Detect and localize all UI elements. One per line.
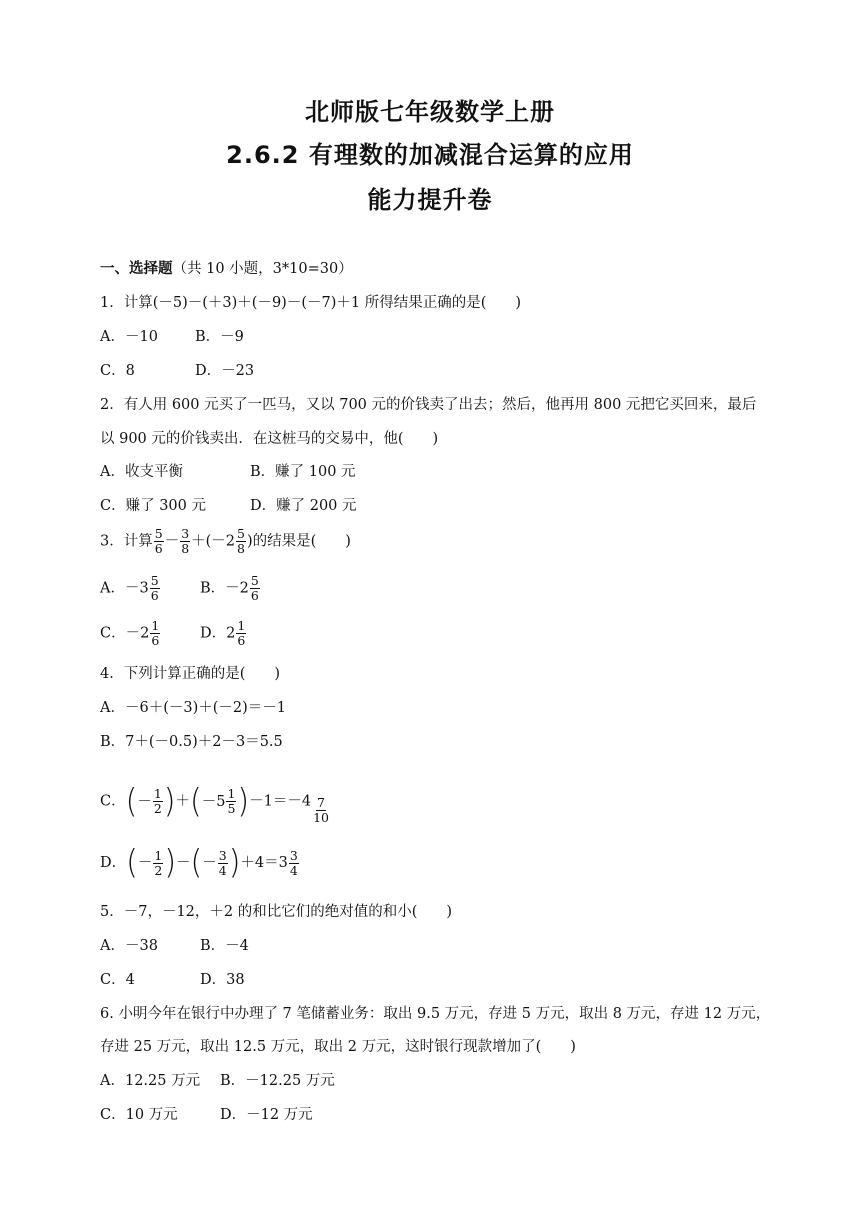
q5-stem: 5．－7，－12，＋2 的和比它们的绝对值的和小( ) [100, 904, 453, 920]
q4-d-term-1 [138, 849, 164, 878]
q4-d-term-2 [202, 849, 228, 878]
q3-c-prefix: C．－2 [100, 625, 150, 642]
q4-c-f2-numerator: 1 [227, 786, 236, 801]
q2-option-d: D．赚了 200 元 [250, 498, 357, 514]
section-heading-label: 一、选择题 [100, 261, 173, 277]
q4-c-f1-denominator: 2 [153, 801, 162, 816]
q4-d-p2-sign: － [202, 855, 217, 871]
q3-a-fraction [150, 574, 160, 603]
q3-f2-numerator: 3 [181, 526, 190, 541]
q4-c-f1-numerator: 1 [153, 786, 162, 801]
q4-d-r-numerator: 3 [289, 847, 298, 863]
q3-b-numerator: 5 [250, 573, 259, 588]
q2-option-c: C．赚了 300 元 [100, 498, 206, 514]
q3-c-numerator: 1 [151, 618, 160, 633]
section-heading-note: （共 10 小题，3*10=30） [172, 261, 353, 277]
q4-option-b: B．7＋(－0.5)＋2－3＝5.5 [100, 734, 283, 750]
q4-c-fraction-1 [153, 787, 163, 816]
q4-d-result-fraction [289, 849, 299, 878]
q3-option-c [100, 619, 200, 648]
q4-d-r-denominator: 4 [289, 862, 298, 878]
q3-d-fraction [236, 619, 246, 648]
q4-d-lparen-1: ( [126, 843, 138, 882]
q4-c-lparen-1: ( [125, 781, 138, 821]
q4-c-fraction-2 [226, 787, 236, 816]
q4-d-rparen-1: ) [164, 843, 177, 882]
q3-f1-denominator: 6 [154, 541, 163, 556]
q4-c-rparen-1: ) [163, 781, 176, 821]
q5-option-a: A．－38 [100, 938, 158, 954]
q2-stem-line1: 2．有人用 600 元买了一匹马，又以 700 元的价钱卖了出去；然后，他再用 800 元把它买回来，最后 [100, 397, 757, 413]
q6-options-ab [100, 1071, 335, 1091]
q3-d-prefix: D．2 [200, 625, 236, 642]
q5-option-c: C．4 [100, 972, 135, 988]
q3-options-cd [100, 619, 247, 648]
q4-c-r-denominator: 10 [313, 810, 329, 825]
q3-suffix: )的结果是( ) [246, 533, 351, 550]
q4-c-result-fraction [312, 796, 330, 825]
q3-b-denominator: 6 [250, 588, 259, 603]
q4-d-f1-numerator: 1 [154, 847, 163, 863]
q3-prefix: 3．计算 [100, 533, 153, 550]
q4-d-p1-sign: － [137, 855, 153, 871]
q3-b-prefix: B．－2 [200, 580, 249, 597]
q4-d-lparen-2: ( [190, 843, 203, 882]
q3-plus: ＋(－2 [191, 533, 236, 550]
q1-option-a: A．－10 [100, 329, 158, 345]
q4-stem: 4．下列计算正确的是( ) [100, 666, 281, 682]
q3-a-numerator: 5 [150, 573, 159, 588]
q3-option-b [200, 574, 261, 603]
q1-option-b: B．－9 [195, 329, 244, 345]
q4-d-f1-denominator: 2 [154, 862, 163, 878]
q3-stem [100, 527, 351, 556]
q4-d-f2-numerator: 3 [218, 847, 227, 863]
q1-option-c: C．8 [100, 363, 135, 379]
doc-title-line1: 北师版七年级数学上册 [305, 98, 555, 126]
q6-stem-line2: 存进 25 万元，取出 12.5 万元，取出 2 万元，这时银行现款增加了( ) [100, 1039, 576, 1055]
q4-c-p1-sign: － [137, 793, 152, 810]
q5-options-ab [100, 936, 249, 956]
q4-c-f2-denominator: 5 [227, 801, 236, 816]
section-heading [100, 259, 353, 279]
q3-f3-denominator: 8 [237, 541, 245, 556]
q6-option-d: D．－12 万元 [220, 1107, 313, 1123]
q4-c-operator: ＋ [175, 793, 190, 810]
q2-stem-line2: 以 900 元的价钱卖出．在这桩马的交易中，他( ) [100, 431, 439, 447]
q1-stem: 1．计算(－5)－(＋3)＋(－9)－(－7)＋1 所得结果正确的是( ) [100, 295, 522, 311]
q2-option-b: B．赚了 100 元 [250, 464, 356, 480]
q3-d-numerator: 1 [237, 618, 246, 633]
q4-d-rest: ＋4＝3 [240, 855, 288, 871]
q5-options-cd [100, 970, 245, 990]
q3-f2-denominator: 8 [181, 541, 190, 556]
doc-title-line2: 2.6.2 有理数的加减混合运算的应用 [226, 141, 634, 169]
q1-options-ab [100, 327, 244, 347]
q4-c-lparen-2: ( [190, 781, 202, 821]
q2-options-cd [100, 496, 357, 516]
q4-option-d [100, 843, 300, 882]
q3-minus: － [164, 533, 180, 550]
q4-c-rparen-2: ) [237, 781, 250, 821]
q3-fraction-2 [180, 527, 190, 556]
q6-option-c: C．10 万元 [100, 1107, 178, 1123]
q4-d-fraction-1 [153, 849, 163, 878]
q4-d-operator: － [176, 855, 191, 871]
q3-f1-numerator: 5 [154, 526, 163, 541]
q3-c-denominator: 6 [151, 633, 160, 648]
q6-stem-line1: 6. 小明今年在银行中办理了 7 笔储蓄业务：取出 9.5 万元，存进 5 万元，取出 8 万元，存进 12 万元， [100, 1006, 771, 1022]
q2-options-ab [100, 462, 356, 482]
q3-options-ab [100, 574, 261, 603]
q3-c-fraction [150, 619, 160, 648]
q3-option-a [100, 574, 200, 603]
doc-title-line3: 能力提升卷 [367, 186, 493, 214]
q6-option-a: A．12.25 万元 [100, 1073, 201, 1089]
q3-a-denominator: 6 [150, 588, 159, 603]
q4-d-f2-denominator: 4 [218, 862, 227, 878]
q4-c-term-2 [202, 787, 238, 816]
q4-c-term-1 [137, 787, 163, 816]
q3-fraction-3 [236, 527, 246, 556]
q4-c-label: C． [100, 793, 126, 810]
q3-b-fraction [250, 574, 260, 603]
q6-options-cd [100, 1105, 313, 1125]
q4-option-a: A．－6＋(－3)＋(－2)＝－1 [100, 700, 286, 716]
q4-c-r-numerator: 7 [317, 795, 325, 810]
q4-d-rparen-2: ) [228, 843, 241, 882]
q3-f3-numerator: 5 [237, 526, 245, 541]
q1-options-cd [100, 361, 254, 381]
q4-c-rest: －1＝－4 [249, 793, 312, 810]
q2-option-a: A．收支平衡 [100, 464, 183, 480]
q4-d-label: D． [100, 855, 127, 871]
q4-option-c [100, 778, 331, 825]
q4-c-p2-sign: －5 [201, 793, 226, 810]
q3-d-denominator: 6 [237, 633, 246, 648]
q3-fraction-1 [154, 527, 164, 556]
q6-option-b: B．－12.25 万元 [220, 1073, 335, 1089]
q3-option-d [200, 619, 247, 648]
q4-d-fraction-2 [218, 849, 228, 878]
q3-a-prefix: A．－3 [100, 580, 149, 597]
q5-option-b: B．－4 [200, 938, 249, 954]
q5-option-d: D．38 [200, 972, 245, 988]
q1-option-d: D．－23 [195, 363, 255, 379]
